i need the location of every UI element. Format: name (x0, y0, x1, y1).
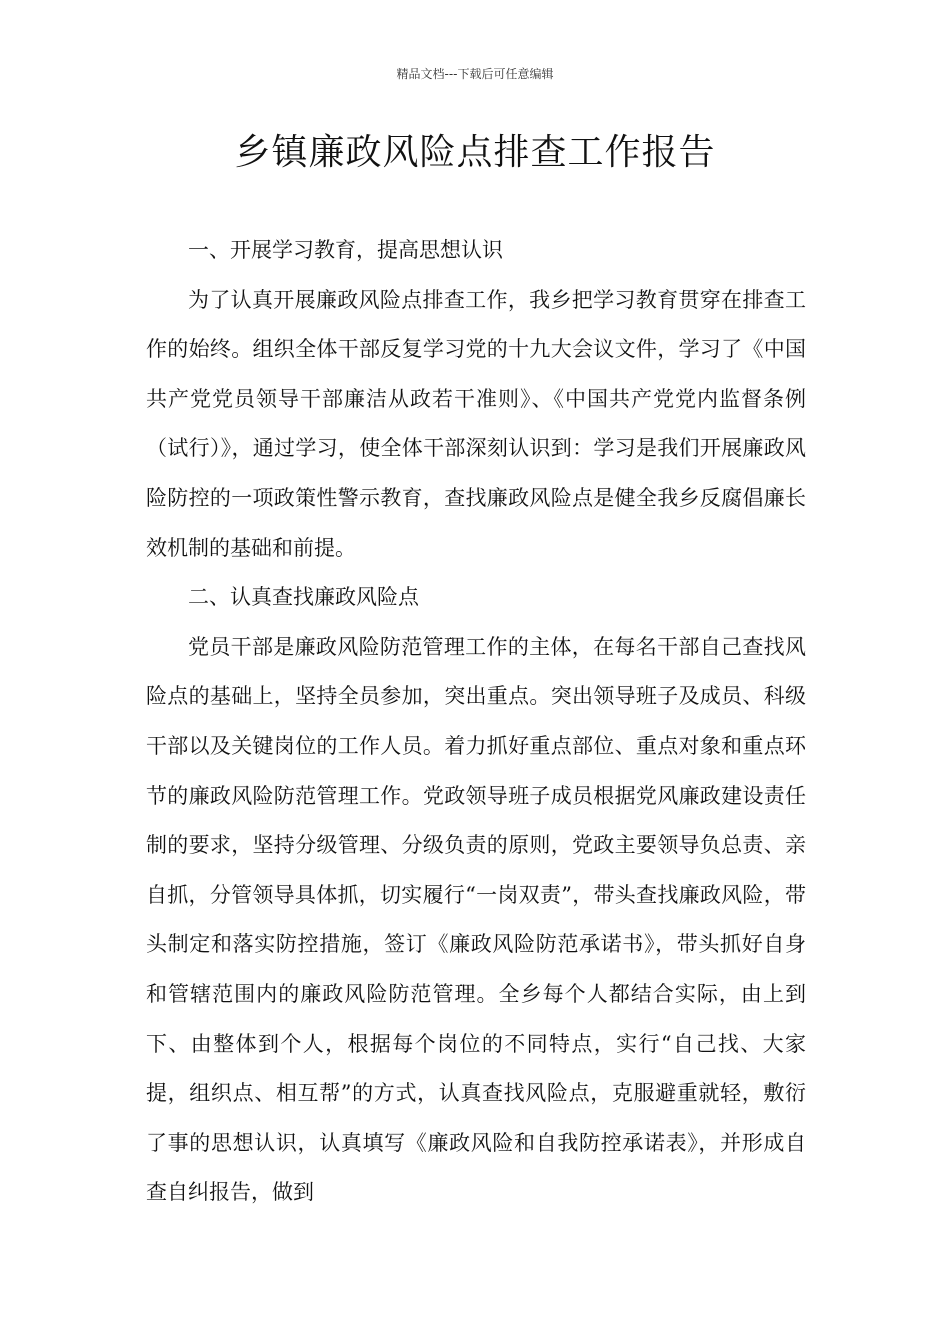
section-heading-2: 二、认真查找廉政风险点 (188, 585, 419, 610)
section-heading-1: 一、开展学习教育，提高思想认识 (188, 238, 503, 262)
header-note: 精品文档---下载后可任意编辑 (396, 67, 554, 81)
document-title: 乡镇廉政风险点排查工作报告 (234, 132, 716, 173)
document-body (146, 226, 806, 1218)
section-paragraph-2: 党员干部是廉政风险防范管理工作的主体，在每名干部自己查找风险点的基础上，坚持全员参加，突出重点。突出领导班子及成员、科级干部以及关键岗位的工作人员。着力抓好重点部位、重点对象和重点环节的廉政风险防范管理工作。党政领导班子成员根据党风廉政建设责任制的要求，坚持分级管理、分级负责的原则，党政主要领导负总责、亲自抓，分管领导具体抓，切实履行“一岗双责”，带头查找廉政风险，带头制定和落实防控措施，签订《廉政风险防范承诺书》，带头抓好自身和管辖范围内的廉政风险防范管理。全乡每个人都结合实际，由上到下、由整体到个人，根据每个岗位的不同特点，实行“自己找、大家提，组织点、相互帮”的方式，认真查找风险点，克服避重就轻，敷衍了事的思想认识，认真填写《廉政风险和自我防控承诺表》，并形成自查自纠报告，做到 (146, 634, 806, 1205)
section-paragraph-1: 为了认真开展廉政风险点排查工作，我乡把学习教育贯穿在排查工作的始终。组织全体干部反复学习党的十九大会议文件，学习了《中国共产党党员领导干部廉洁从政若干准则》、《中国共产党党内监督条例（试行）》，通过学习，使全体干部深刻认识到：学习是我们开展廉政风险防控的一项政策性警示教育，查找廉政风险点是健全我乡反腐倡廉长效机制的基础和前提。 (146, 287, 806, 560)
